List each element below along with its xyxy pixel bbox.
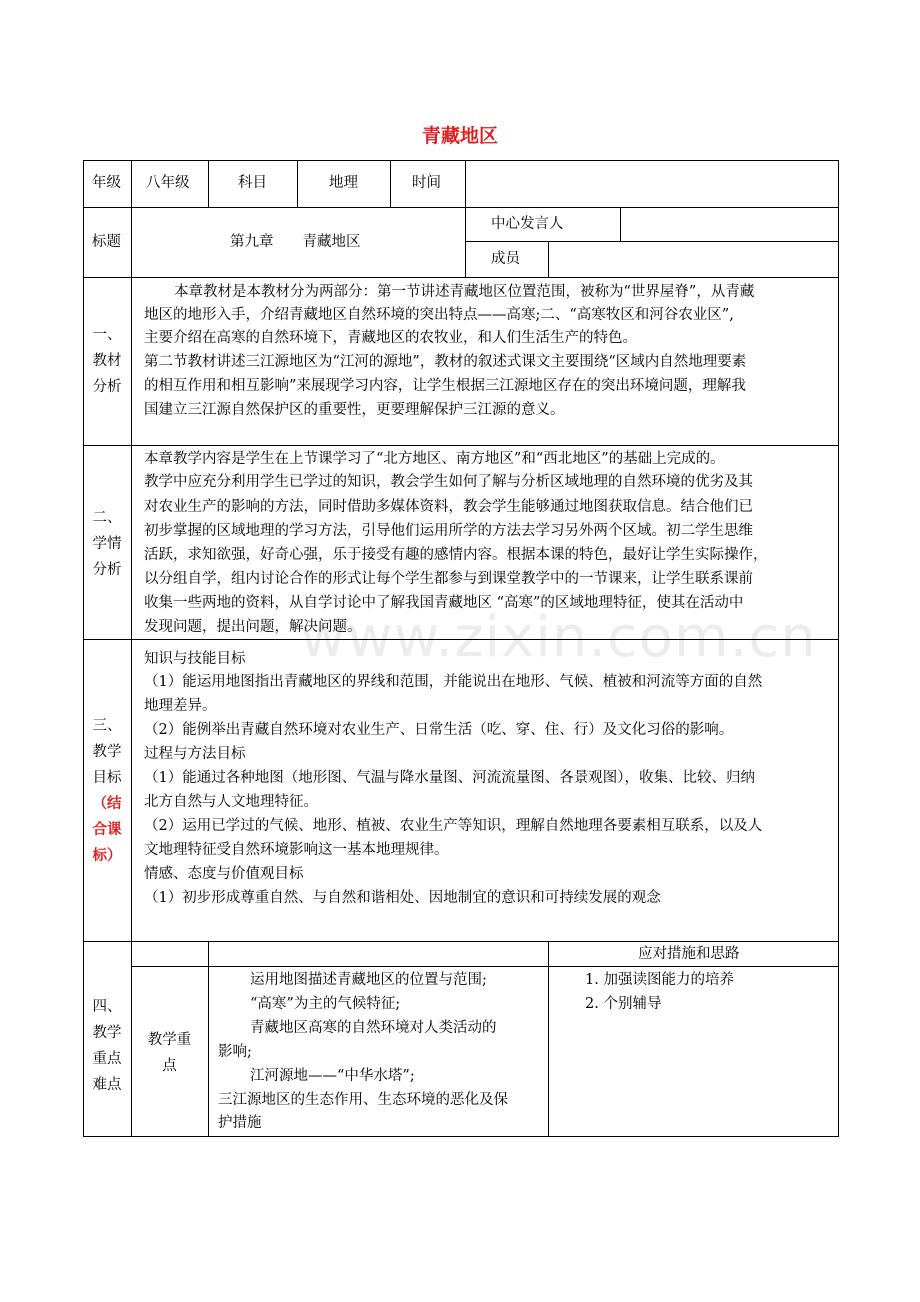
paragraph-line: 活跃，求知欲强，好奇心强，乐于接受有趣的感情内容。根据本课的特色，最好让学生实际操作， (144, 547, 768, 563)
paragraph-line: 本章教学内容是学生在上节课学习了“北方地区、南方地区”和“西北地区”的基础上完成的。 (144, 451, 725, 467)
rule (548, 941, 549, 1137)
grade-value: 八年级 (146, 175, 190, 191)
rule (131, 160, 132, 1137)
rule (838, 160, 839, 1137)
time-label: 时间 (412, 175, 441, 191)
paragraph-line: 地理差异。 (144, 698, 217, 714)
subheading: 知识与技能目标 (144, 651, 246, 667)
rule (83, 207, 838, 208)
section-4-label: 四、 教学 重点 难点 (92, 999, 122, 1093)
measures-header: 应对措施和思路 (638, 946, 740, 962)
paragraph-line: 教学中应充分利用学生已学过的知识，教会学生如何了解与分析区域地理的自然环境的优劣及其 (144, 474, 753, 490)
rule (83, 160, 838, 161)
rule (83, 277, 838, 278)
section-3-label: 三、 教学 目标 （结 合课 标） (92, 718, 122, 864)
rule (548, 241, 549, 277)
paragraph-line: 地区的地形入手，介绍青藏地区自然环境的突出特点——高寒;二、“高寒牧区和河谷农业区”, (144, 307, 734, 323)
rule (620, 207, 621, 241)
rule (208, 160, 209, 207)
paragraph-line: （2）运用已学过的气候、地形、植被、农业生产等知识，理解自然地理各要素相互联系，以及人 (144, 818, 763, 834)
list-item: “高寒”为主的气候特征; (250, 996, 401, 1012)
rule (208, 941, 209, 1137)
subject-label: 科目 (238, 175, 267, 191)
list-item: 青藏地区高寒的自然环境对人类活动的 (250, 1020, 497, 1036)
paragraph-line: 发现问题，提出问题，解决问题。 (144, 619, 362, 635)
measure-item: 1. 加强读图能力的培养 (585, 972, 734, 988)
key-points-label: 教学重 点 (147, 1032, 192, 1074)
paragraph-line: （1）初步形成尊重自然、与自然和谐相处、因地制宜的意识和可持续发展的观念 (144, 890, 661, 906)
paragraph-line: 北方自然与人文地理特征。 (144, 794, 318, 810)
paragraph-line: 以分组自学，组内讨论合作的形式让每个学生都参与到课堂教学中的一节课来，让学生联系课前 (144, 571, 753, 587)
paragraph-line: 文地理特征受自然环境影响这一基本地理规律。 (144, 842, 449, 858)
paragraph-line: （1）能运用地图指出青藏地区的界线和范围，并能说出在地形、气候、植被和河流等方面的自然 (144, 674, 763, 690)
rule (465, 160, 466, 277)
paragraph-line: 对农业生产的影响的方法，同时借助多媒体资料，教会学生能够通过地图获取信息。结合他们已 (144, 499, 753, 515)
list-item: 运用地图描述青藏地区的位置与范围; (250, 972, 487, 988)
topic-value: 第九章 青藏地区 (230, 234, 361, 250)
section-2-label: 二、 学情 分析 (92, 510, 122, 578)
grade-label: 年级 (92, 175, 121, 191)
topic-label: 标题 (92, 234, 121, 250)
paragraph-line: 初步掌握的区域地理的学习方法，引导他们运用所学的方法去学习另外两个区域。初二学生思维 (144, 523, 753, 539)
list-item: 江河源地——“中华水塔”; (250, 1068, 415, 1084)
rule (390, 160, 391, 207)
section-1-label: 一、 教材 分析 (92, 327, 122, 395)
subheading: 情感、态度与价值观目标 (144, 866, 304, 882)
rule (131, 966, 838, 967)
members-label: 成员 (491, 251, 520, 267)
subheading: 过程与方法目标 (144, 746, 246, 762)
subject-value: 地理 (329, 175, 358, 191)
measure-item: 2. 个别辅导 (585, 996, 662, 1012)
rule (83, 941, 838, 942)
rule (83, 160, 84, 1137)
paragraph-line: 本章教材是本教材分为两部分：第一节讲述青藏地区位置范围，被称为“世界屋脊”，从青藏 (174, 284, 755, 300)
rule (465, 241, 838, 242)
paragraph-line: （2）能例举出青藏自然环境对农业生产、日常生活（吃、穿、住、行）及文化习俗的影响。 (144, 722, 734, 738)
rule (83, 1136, 838, 1137)
list-item: 护措施 (218, 1115, 262, 1131)
document-title: 青藏地区 (421, 125, 498, 147)
paragraph-line: （1）能通过各种地图（地形图、气温与降水量图、河流流量图、各景观图），收集、比较、归纳 (144, 770, 755, 786)
paragraph-line: 国建立三江源自然保护区的重要性，更要理解保护三江源的意义。 (144, 402, 565, 418)
paragraph-line: 收集一些两地的资料，从自学讨论中了解我国青藏地区 “高寒”的区域地理特征，使其在活动中 (144, 595, 744, 611)
paragraph-line: 第二节教材讲述三江源地区为“江河的源地”，教材的叙述式课文主要围绕“区域内自然地理要素 (144, 354, 747, 370)
list-item: 影响; (218, 1044, 252, 1060)
list-item: 三江源地区的生态作用、生态环境的恶化及保 (218, 1092, 508, 1108)
rule (297, 160, 298, 207)
watermark: www.zixin.com.cn (300, 605, 817, 670)
paragraph-line: 主要介绍在高寒的自然环境下，青藏地区的农牧业，和人们生活生产的特色。 (144, 330, 637, 346)
speaker-label: 中心发言人 (491, 216, 564, 232)
paragraph-line: 的相互作用和相互影响”来展现学习内容，让学生根据三江源地区存在的突出环境问题，理解我 (144, 378, 746, 394)
rule (83, 445, 838, 446)
